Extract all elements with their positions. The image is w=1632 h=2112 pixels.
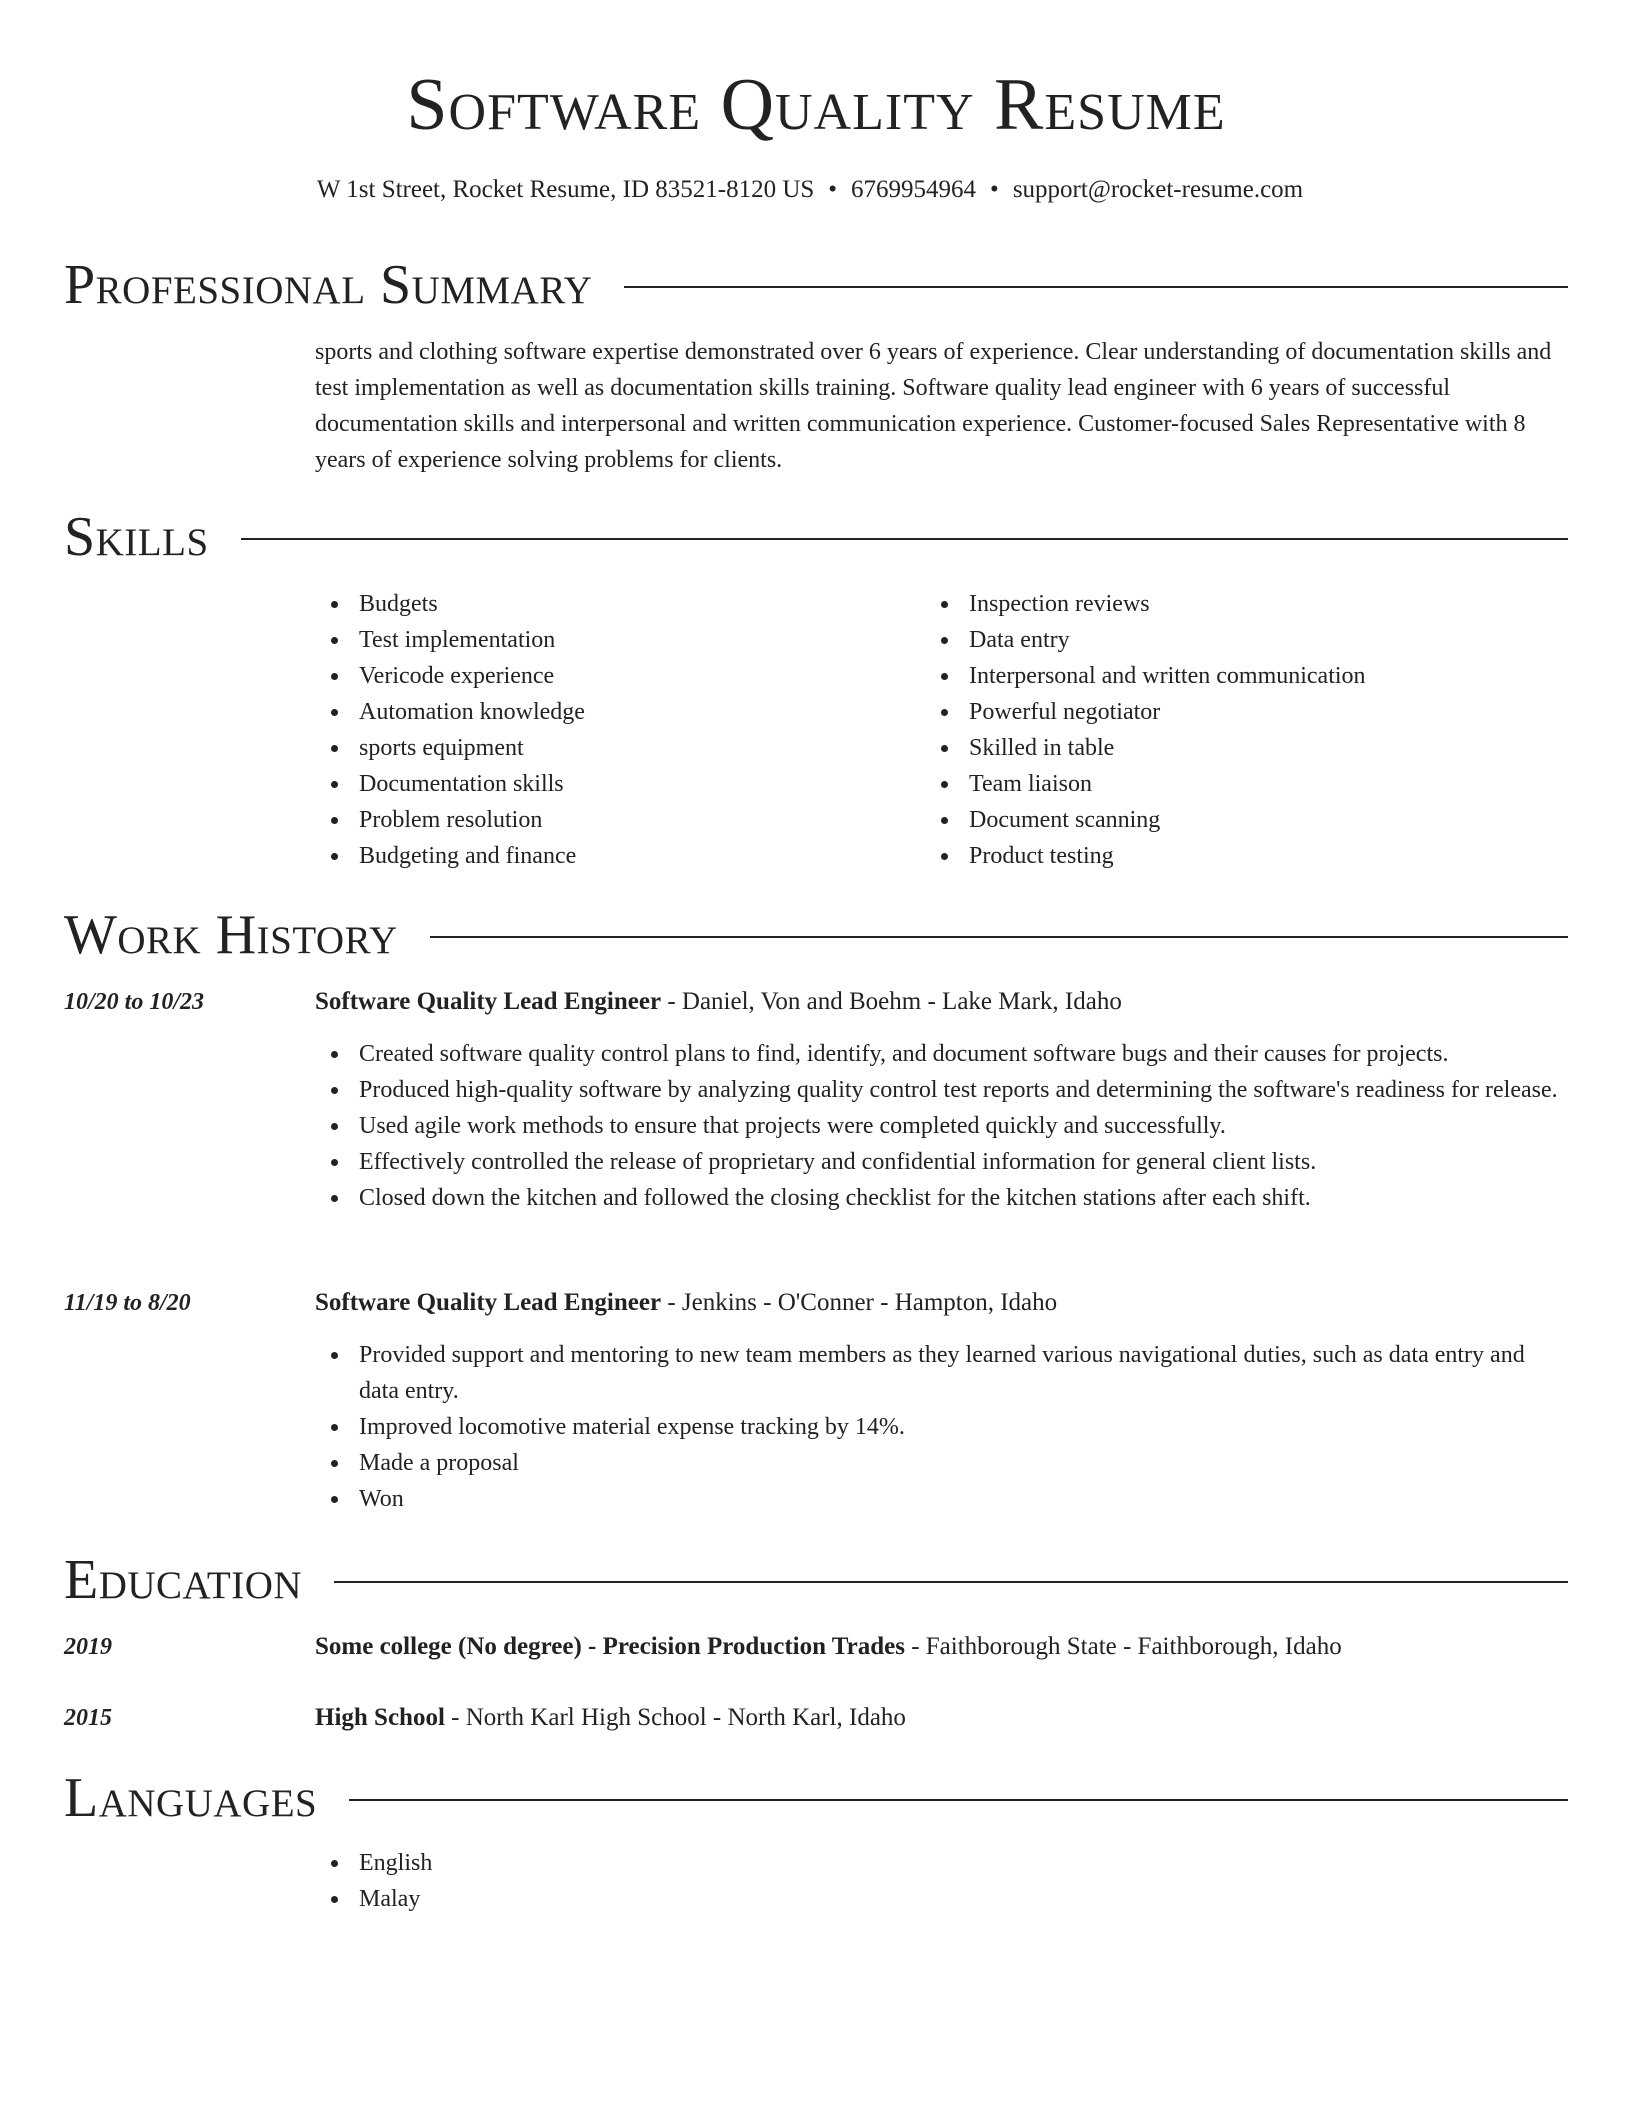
job-bullets bbox=[315, 1337, 1565, 1517]
job-bullet: Created software quality control plans to find, identify, and document software bugs and their causes for projects. bbox=[315, 1036, 1565, 1072]
phone: 6769954964 bbox=[851, 176, 977, 203]
work-section-heading bbox=[64, 900, 1568, 970]
languages-heading-text: Languages bbox=[64, 1767, 318, 1829]
contact-line bbox=[0, 172, 1620, 208]
education-year: 2015 bbox=[64, 1705, 112, 1731]
skill-item: Inspection reviews bbox=[925, 586, 1525, 622]
skill-item: Interpersonal and written communication bbox=[925, 658, 1525, 694]
heading-rule bbox=[241, 538, 1568, 540]
skills-left-column bbox=[315, 586, 915, 874]
skill-item: Data entry bbox=[925, 622, 1525, 658]
education-entry bbox=[315, 1629, 1565, 1665]
education-section-heading bbox=[64, 1545, 1568, 1615]
job-bullet: Closed down the kitchen and followed the closing checklist for the kitchen stations after each shift. bbox=[315, 1180, 1565, 1216]
summary-section-heading bbox=[64, 250, 1568, 320]
skill-item: sports equipment bbox=[315, 730, 915, 766]
education-year: 2019 bbox=[64, 1634, 112, 1660]
job-dates: 11/19 to 8/20 bbox=[64, 1290, 191, 1316]
skill-item: Documentation skills bbox=[315, 766, 915, 802]
skill-item: Budgets bbox=[315, 586, 915, 622]
skill-item: Powerful negotiator bbox=[925, 694, 1525, 730]
skill-item: Problem resolution bbox=[315, 802, 915, 838]
email: support@rocket-resume.com bbox=[1012, 176, 1304, 203]
job-bullet: Provided support and mentoring to new team members as they learned various navigational duties, such as data entry and data entry. bbox=[315, 1337, 1565, 1409]
job-title: Software Quality Lead Engineer bbox=[315, 988, 662, 1015]
job-heading bbox=[315, 1285, 1565, 1321]
education-school: - Faithborough State - Faithborough, Idaho bbox=[904, 1633, 1342, 1660]
heading-rule bbox=[624, 286, 1568, 288]
job-title: Software Quality Lead Engineer bbox=[315, 1289, 662, 1316]
education-entry bbox=[315, 1700, 1565, 1736]
heading-rule bbox=[349, 1799, 1568, 1801]
job-bullet: Made a proposal bbox=[315, 1445, 1565, 1481]
skills-heading-text: Skills bbox=[64, 506, 209, 568]
job-bullet: Used agile work methods to ensure that projects were completed quickly and successfully. bbox=[315, 1108, 1565, 1144]
job-bullets bbox=[315, 1036, 1565, 1216]
education-heading-text: Education bbox=[64, 1549, 303, 1611]
job-employer: - Daniel, Von and Boehm - Lake Mark, Idaho bbox=[661, 988, 1122, 1015]
skill-item: Document scanning bbox=[925, 802, 1525, 838]
skill-item: Product testing bbox=[925, 838, 1525, 874]
skills-right-column bbox=[925, 586, 1525, 874]
language-item: English bbox=[315, 1845, 1565, 1881]
education-degree: Some college (No degree) - Precision Production Trades bbox=[315, 1633, 905, 1660]
separator: • bbox=[828, 176, 838, 203]
address: W 1st Street, Rocket Resume, ID 83521-8120 US bbox=[316, 176, 815, 203]
job-bullet: Improved locomotive material expense tracking by 14%. bbox=[315, 1409, 1565, 1445]
skill-item: Team liaison bbox=[925, 766, 1525, 802]
job-bullet: Produced high-quality software by analyzing quality control test reports and determining the software's readiness for release. bbox=[315, 1072, 1565, 1108]
job-bullet: Won bbox=[315, 1481, 1565, 1517]
job-bullet: Effectively controlled the release of proprietary and confidential information for general client lists. bbox=[315, 1144, 1565, 1180]
summary-text: sports and clothing software expertise demonstrated over 6 years of experience. Clear understanding of documentation skills and test implementation as well as documentation skills training. Software quality lead engineer with 6 years of successful documentation skills and interpersonal and written communication experience. Customer-focused Sales Representative with 8 years of experience solving problems for clients. bbox=[315, 339, 1552, 473]
skill-item: Vericode experience bbox=[315, 658, 915, 694]
language-item: Malay bbox=[315, 1881, 1565, 1917]
languages-list bbox=[315, 1845, 1565, 1917]
resume-title: Software Quality Resume bbox=[406, 64, 1226, 146]
separator: • bbox=[990, 176, 999, 203]
education-degree: High School bbox=[315, 1704, 445, 1731]
job-employer: - Jenkins - O'Conner - Hampton, Idaho bbox=[661, 1289, 1058, 1316]
work-heading-text: Work History bbox=[64, 904, 398, 966]
languages-section-heading bbox=[64, 1763, 1568, 1833]
skills-section-heading bbox=[64, 502, 1568, 572]
education-school: - North Karl High School - North Karl, Idaho bbox=[444, 1704, 906, 1731]
skill-item: Test implementation bbox=[315, 622, 915, 658]
summary-heading-text: Professional Summary bbox=[64, 254, 593, 316]
heading-rule bbox=[430, 936, 1568, 938]
job-heading bbox=[315, 984, 1565, 1020]
skill-item: Skilled in table bbox=[925, 730, 1525, 766]
heading-rule bbox=[334, 1581, 1568, 1583]
skill-item: Budgeting and finance bbox=[315, 838, 915, 874]
skill-item: Automation knowledge bbox=[315, 694, 915, 730]
job-dates: 10/20 to 10/23 bbox=[64, 989, 205, 1015]
